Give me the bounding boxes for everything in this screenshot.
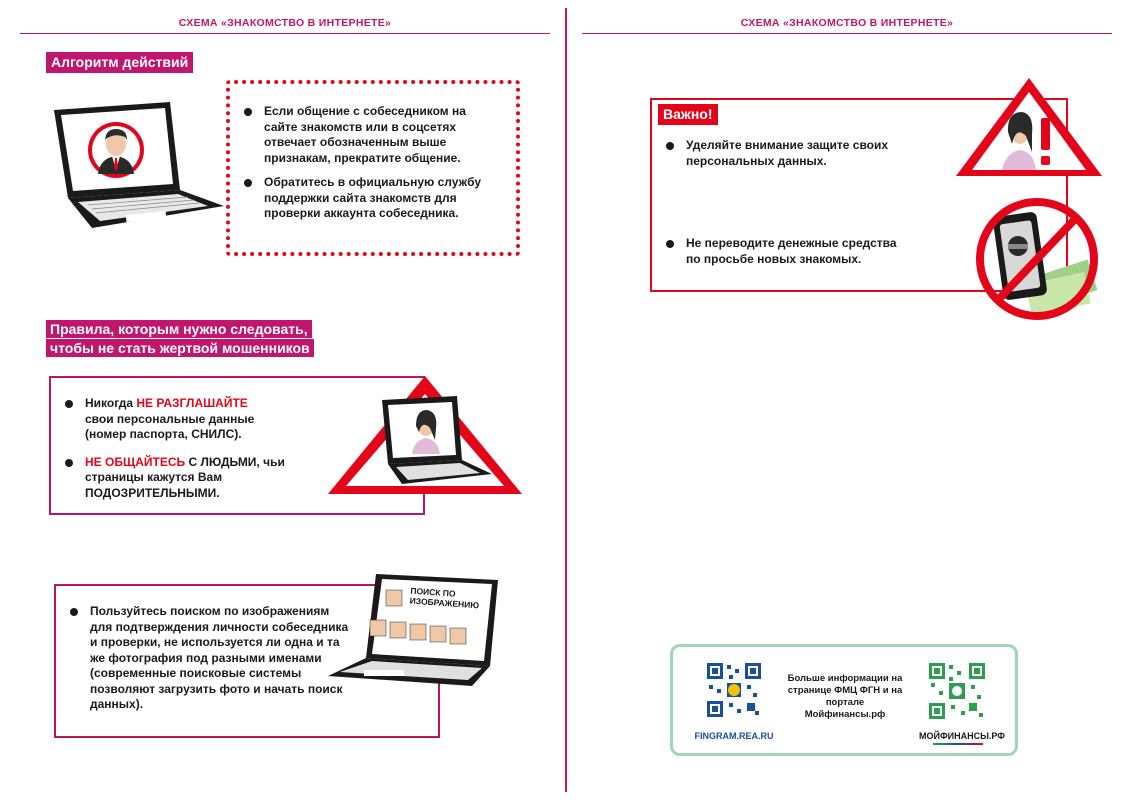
rule-item-1 (63, 396, 293, 443)
important-item-1: Уделяйте внимание защите своих персональных данных. (664, 138, 914, 169)
left-header-rule (20, 33, 550, 34)
warning-triangle-illustration (322, 370, 528, 500)
algo-item-1: Если общение с собеседником на сайте знакомств или в соцсетях отвечает обозначенным выше признакам, прекратите общение. (242, 104, 502, 166)
image-search-label-2: ИЗОБРАЖЕНИЮ (409, 595, 480, 611)
no-phone-money-icon (972, 194, 1102, 324)
warning-woman-icon (952, 74, 1106, 180)
left-header: СХЕМА «ЗНАКОМСТВО В ИНТЕРНЕТЕ» (178, 17, 392, 29)
rule-item-2 (63, 455, 293, 502)
algo-title: Алгоритм действий (46, 52, 193, 73)
rules-title-line-2: чтобы не стать жертвой мошенников (46, 339, 314, 357)
rule2-red: НЕ ОБЩАЙТЕСЬ (85, 454, 186, 469)
rule1-pre: Никогда (85, 396, 137, 410)
qr2-caption: МОЙФИНАНСЫ.РФ (919, 731, 1005, 741)
search-item: Пользуйтесь поиском по изображениям для подтверждения личности собеседника и проверки, не используется ли одна и та же фотография под разными именами (современные поисковые системы позволяют загрузить фото и начать поиск данных). (68, 604, 353, 713)
rules-title-line-1: Правила, которым нужно следовать, (46, 320, 312, 338)
algo-box (226, 80, 520, 256)
qr1-caption: FINGRAM.REA.RU (694, 731, 774, 741)
qr2-caption-underline (933, 743, 983, 745)
image-search-label-1: ПОИСК ПО (410, 585, 456, 599)
qr-code-fingram (707, 663, 761, 717)
laptop-man-illustration (48, 98, 228, 234)
important-item-2: Не переводите денежные средства по просьбе новых знакомых. (664, 236, 914, 267)
right-header: СХЕМА «ЗНАКОМСТВО В ИНТЕРНЕТЕ» (740, 17, 954, 29)
rules-title (46, 320, 366, 358)
page-divider (565, 8, 567, 792)
rule1-red: НЕ РАЗГЛАШАЙТЕ (136, 396, 248, 410)
right-header-rule (582, 33, 1112, 34)
rule2-post: С ЛЮДЬМИ, чьи страницы кажутся Вам ПОДОЗРИТЕЛЬНЫМИ. (85, 454, 285, 500)
important-tag: Важно! (658, 104, 718, 125)
qr-code-moifinansy (929, 663, 985, 719)
info-text: Больше информации на странице ФМЦ ФГН и на портале Мойфинансы.рф (787, 673, 903, 720)
rule1-post: свои персональные данные (номер паспорта, СНИЛС). (85, 411, 255, 441)
info-box (670, 644, 1018, 756)
algo-item-2: Обратитесь в официальную службу поддержки сайта знакомств для проверки аккаунта собеседника. (242, 175, 502, 222)
